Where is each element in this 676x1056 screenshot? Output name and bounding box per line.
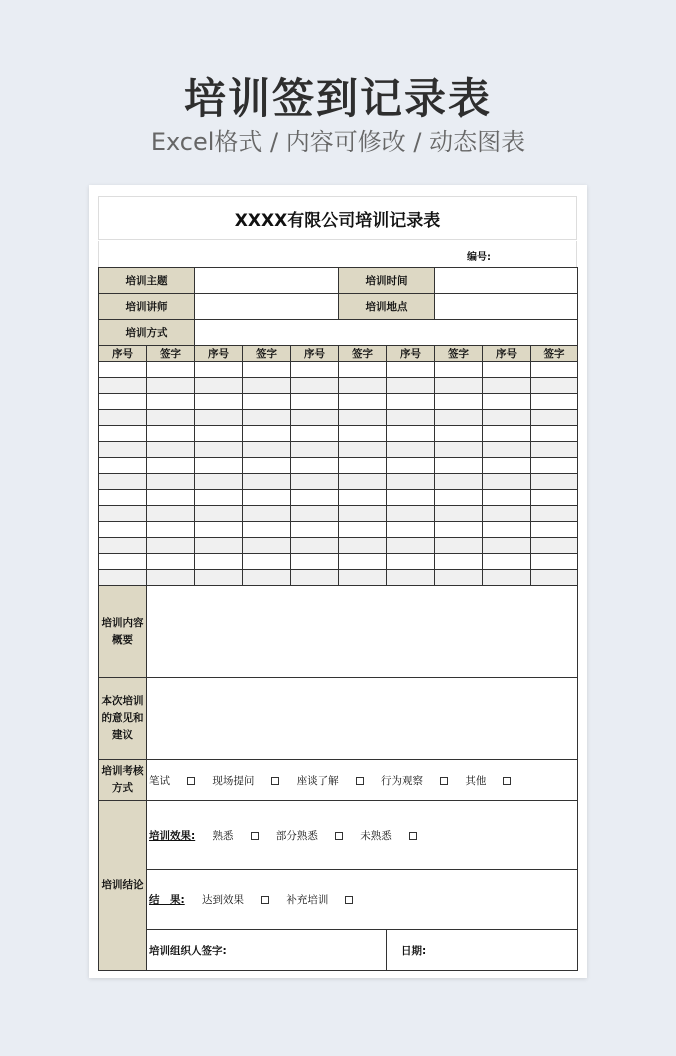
seq-cell[interactable] xyxy=(195,490,243,506)
sign-cell[interactable] xyxy=(531,378,578,394)
seq-cell[interactable] xyxy=(195,522,243,538)
seq-cell[interactable] xyxy=(387,362,435,378)
seq-cell[interactable] xyxy=(387,522,435,538)
content-summary-field[interactable] xyxy=(147,586,578,678)
sign-cell[interactable] xyxy=(243,490,291,506)
sign-cell[interactable] xyxy=(339,458,387,474)
seq-cell[interactable] xyxy=(387,570,435,586)
sign-cell[interactable] xyxy=(531,522,578,538)
sign-cell[interactable] xyxy=(243,362,291,378)
method-label: 培训方式 xyxy=(99,320,195,346)
sign-cell[interactable] xyxy=(339,490,387,506)
seq-cell[interactable] xyxy=(195,426,243,442)
sign-cell[interactable] xyxy=(435,378,483,394)
seq-cell[interactable] xyxy=(387,490,435,506)
option-familiar[interactable]: 熟悉 xyxy=(213,830,259,842)
table-row xyxy=(99,538,578,554)
seq-cell[interactable] xyxy=(291,442,339,458)
location-field[interactable] xyxy=(435,294,578,320)
seq-cell[interactable] xyxy=(483,458,531,474)
table-row xyxy=(99,410,578,426)
lecturer-label: 培训讲师 xyxy=(99,294,195,320)
sign-cell[interactable] xyxy=(339,362,387,378)
seq-cell[interactable] xyxy=(99,426,147,442)
seq-cell[interactable] xyxy=(387,538,435,554)
seq-cell[interactable] xyxy=(483,378,531,394)
checkbox-icon xyxy=(409,832,417,840)
sign-cell[interactable] xyxy=(147,362,195,378)
serial-row xyxy=(98,241,577,267)
seq-cell[interactable] xyxy=(195,394,243,410)
seq-cell[interactable] xyxy=(195,362,243,378)
sign-cell[interactable] xyxy=(339,442,387,458)
seq-cell[interactable] xyxy=(195,506,243,522)
sign-cell[interactable] xyxy=(435,506,483,522)
lecturer-field[interactable] xyxy=(195,294,339,320)
seq-cell[interactable] xyxy=(291,474,339,490)
sign-cell[interactable] xyxy=(147,538,195,554)
sign-cell[interactable] xyxy=(339,538,387,554)
seq-cell[interactable] xyxy=(483,394,531,410)
seq-cell[interactable] xyxy=(195,378,243,394)
sign-cell[interactable] xyxy=(243,506,291,522)
method-field[interactable] xyxy=(195,320,578,346)
sign-header: 签字 xyxy=(339,346,387,362)
sign-cell[interactable] xyxy=(147,474,195,490)
seq-cell[interactable] xyxy=(483,426,531,442)
option-achieved[interactable]: 达到效果 xyxy=(202,894,269,906)
sign-cell[interactable] xyxy=(531,362,578,378)
seq-cell[interactable] xyxy=(195,410,243,426)
sign-cell[interactable] xyxy=(531,394,578,410)
sign-cell[interactable] xyxy=(243,410,291,426)
sign-cell[interactable] xyxy=(339,506,387,522)
table-row xyxy=(99,458,578,474)
seq-cell[interactable] xyxy=(483,410,531,426)
sign-cell[interactable] xyxy=(147,570,195,586)
sign-cell[interactable] xyxy=(147,426,195,442)
result-label: 结 果: xyxy=(149,894,185,906)
seq-cell[interactable] xyxy=(99,442,147,458)
seq-cell[interactable] xyxy=(291,506,339,522)
seq-cell[interactable] xyxy=(387,458,435,474)
date-label: 日期: xyxy=(387,930,578,971)
sign-cell[interactable] xyxy=(339,426,387,442)
table-row xyxy=(99,378,578,394)
table-row xyxy=(99,394,578,410)
seq-cell[interactable] xyxy=(99,362,147,378)
sign-in-rows xyxy=(99,362,578,586)
seq-cell[interactable] xyxy=(99,554,147,570)
seq-cell[interactable] xyxy=(291,538,339,554)
seq-cell[interactable] xyxy=(99,490,147,506)
seq-cell[interactable] xyxy=(195,570,243,586)
table-row xyxy=(99,506,578,522)
opinion-label: 本次培训的意见和建议 xyxy=(99,678,147,760)
option-unfamiliar[interactable]: 未熟悉 xyxy=(360,830,417,842)
sign-cell[interactable] xyxy=(531,442,578,458)
opinion-field[interactable] xyxy=(147,678,578,760)
option-discussion[interactable]: 座谈了解 xyxy=(297,775,364,787)
table-row xyxy=(99,554,578,570)
seq-header: 序号 xyxy=(291,346,339,362)
seq-cell[interactable] xyxy=(291,362,339,378)
sheet-title: XXXX有限公司培训记录表 xyxy=(98,196,577,240)
seq-cell[interactable] xyxy=(387,410,435,426)
seq-cell[interactable] xyxy=(387,378,435,394)
option-supplement[interactable]: 补充培训 xyxy=(286,894,353,906)
sign-cell[interactable] xyxy=(531,426,578,442)
sign-cell[interactable] xyxy=(435,474,483,490)
sign-header: 签字 xyxy=(243,346,291,362)
sign-cell[interactable] xyxy=(243,538,291,554)
seq-cell[interactable] xyxy=(99,506,147,522)
seq-cell[interactable] xyxy=(99,378,147,394)
sign-cell[interactable] xyxy=(531,554,578,570)
sign-cell[interactable] xyxy=(531,506,578,522)
seq-cell[interactable] xyxy=(483,522,531,538)
sign-cell[interactable] xyxy=(435,426,483,442)
sign-cell[interactable] xyxy=(147,458,195,474)
sign-cell[interactable] xyxy=(147,442,195,458)
sign-cell[interactable] xyxy=(339,474,387,490)
seq-cell[interactable] xyxy=(291,522,339,538)
effect-row xyxy=(147,801,578,870)
sign-cell[interactable] xyxy=(339,570,387,586)
topic-field[interactable] xyxy=(195,268,339,294)
checkbox-icon xyxy=(251,832,259,840)
seq-cell[interactable] xyxy=(387,442,435,458)
sign-cell[interactable] xyxy=(339,378,387,394)
sign-cell[interactable] xyxy=(531,410,578,426)
sign-header: 签字 xyxy=(435,346,483,362)
sign-cell[interactable] xyxy=(531,538,578,554)
checkbox-icon xyxy=(271,777,279,785)
time-label: 培训时间 xyxy=(339,268,435,294)
sign-cell[interactable] xyxy=(435,538,483,554)
seq-cell[interactable] xyxy=(387,506,435,522)
table-row xyxy=(99,522,578,538)
seq-cell[interactable] xyxy=(99,474,147,490)
sign-cell[interactable] xyxy=(243,378,291,394)
seq-cell[interactable] xyxy=(387,394,435,410)
seq-cell[interactable] xyxy=(195,442,243,458)
seq-cell[interactable] xyxy=(99,570,147,586)
sign-cell[interactable] xyxy=(531,474,578,490)
sign-cell[interactable] xyxy=(435,458,483,474)
sign-cell[interactable] xyxy=(147,410,195,426)
seq-cell[interactable] xyxy=(99,394,147,410)
seq-cell[interactable] xyxy=(291,570,339,586)
seq-cell[interactable] xyxy=(195,474,243,490)
seq-cell[interactable] xyxy=(99,538,147,554)
checkbox-icon xyxy=(261,896,269,904)
table-row xyxy=(99,426,578,442)
seq-cell[interactable] xyxy=(387,474,435,490)
sign-cell[interactable] xyxy=(339,522,387,538)
sign-cell[interactable] xyxy=(243,570,291,586)
table-row xyxy=(99,474,578,490)
seq-cell[interactable] xyxy=(291,394,339,410)
seq-cell[interactable] xyxy=(195,458,243,474)
seq-cell[interactable] xyxy=(291,554,339,570)
sign-cell[interactable] xyxy=(435,522,483,538)
seq-cell[interactable] xyxy=(291,378,339,394)
seq-cell[interactable] xyxy=(483,442,531,458)
option-written[interactable]: 笔试 xyxy=(149,775,195,787)
sign-cell[interactable] xyxy=(339,554,387,570)
sign-header: 签字 xyxy=(147,346,195,362)
sign-cell[interactable] xyxy=(147,490,195,506)
sign-cell[interactable] xyxy=(243,458,291,474)
banner-subtitle: Excel格式 / 内容可修改 / 动态图表 xyxy=(150,128,526,156)
seq-cell[interactable] xyxy=(483,570,531,586)
sign-cell[interactable] xyxy=(243,474,291,490)
seq-cell[interactable] xyxy=(195,554,243,570)
assessment-options xyxy=(147,760,578,801)
seq-header: 序号 xyxy=(195,346,243,362)
sign-cell[interactable] xyxy=(147,506,195,522)
sign-cell[interactable] xyxy=(243,394,291,410)
sign-cell[interactable] xyxy=(147,554,195,570)
table-row xyxy=(99,442,578,458)
sign-cell[interactable] xyxy=(339,410,387,426)
topic-label: 培训主题 xyxy=(99,268,195,294)
seq-cell[interactable] xyxy=(483,506,531,522)
option-partial[interactable]: 部分熟悉 xyxy=(276,830,343,842)
seq-cell[interactable] xyxy=(387,426,435,442)
seq-header: 序号 xyxy=(387,346,435,362)
sign-cell[interactable] xyxy=(531,490,578,506)
sign-cell[interactable] xyxy=(243,442,291,458)
organizer-sign-label: 培训组织人签字: xyxy=(147,930,387,971)
checkbox-icon xyxy=(335,832,343,840)
serial-label: 编号: xyxy=(467,252,491,263)
sign-cell[interactable] xyxy=(531,570,578,586)
table-row xyxy=(99,490,578,506)
option-questioning[interactable]: 现场提问 xyxy=(212,775,279,787)
location-label: 培训地点 xyxy=(339,294,435,320)
seq-cell[interactable] xyxy=(483,538,531,554)
seq-cell[interactable] xyxy=(291,458,339,474)
effect-label: 培训效果: xyxy=(149,829,196,842)
sign-cell[interactable] xyxy=(435,362,483,378)
conclusion-label: 培训结论 xyxy=(99,801,147,971)
seq-cell[interactable] xyxy=(483,554,531,570)
seq-header: 序号 xyxy=(99,346,147,362)
seq-cell[interactable] xyxy=(291,410,339,426)
training-form xyxy=(98,267,578,971)
sign-cell[interactable] xyxy=(147,522,195,538)
checkbox-icon xyxy=(356,777,364,785)
sign-cell[interactable] xyxy=(147,394,195,410)
sign-cell[interactable] xyxy=(435,442,483,458)
assessment-label: 培训考核方式 xyxy=(99,760,147,801)
seq-cell[interactable] xyxy=(483,362,531,378)
sign-cell[interactable] xyxy=(243,554,291,570)
seq-cell[interactable] xyxy=(483,474,531,490)
checkbox-icon xyxy=(503,777,511,785)
sign-header: 签字 xyxy=(531,346,578,362)
seq-cell[interactable] xyxy=(195,538,243,554)
sign-cell[interactable] xyxy=(435,490,483,506)
result-row xyxy=(147,870,578,930)
seq-cell[interactable] xyxy=(99,522,147,538)
seq-cell[interactable] xyxy=(99,458,147,474)
sign-cell[interactable] xyxy=(243,522,291,538)
sign-cell[interactable] xyxy=(243,426,291,442)
checkbox-icon xyxy=(187,777,195,785)
banner-title: 培训签到记录表 xyxy=(183,74,492,123)
sign-cell[interactable] xyxy=(435,410,483,426)
sign-cell[interactable] xyxy=(147,378,195,394)
content-summary-label: 培训内容概要 xyxy=(99,586,147,678)
sign-cell[interactable] xyxy=(531,458,578,474)
seq-cell[interactable] xyxy=(387,554,435,570)
option-other[interactable]: 其他 xyxy=(465,775,511,787)
seq-header: 序号 xyxy=(483,346,531,362)
checkbox-icon xyxy=(345,896,353,904)
table-row xyxy=(99,570,578,586)
time-field[interactable] xyxy=(435,268,578,294)
table-row xyxy=(99,362,578,378)
seq-cell[interactable] xyxy=(99,410,147,426)
sign-cell[interactable] xyxy=(339,394,387,410)
sign-cell[interactable] xyxy=(435,554,483,570)
checkbox-icon xyxy=(440,777,448,785)
seq-cell[interactable] xyxy=(291,490,339,506)
seq-cell[interactable] xyxy=(483,490,531,506)
sign-cell[interactable] xyxy=(435,570,483,586)
sign-cell[interactable] xyxy=(435,394,483,410)
seq-cell[interactable] xyxy=(291,426,339,442)
option-observation[interactable]: 行为观察 xyxy=(381,775,448,787)
